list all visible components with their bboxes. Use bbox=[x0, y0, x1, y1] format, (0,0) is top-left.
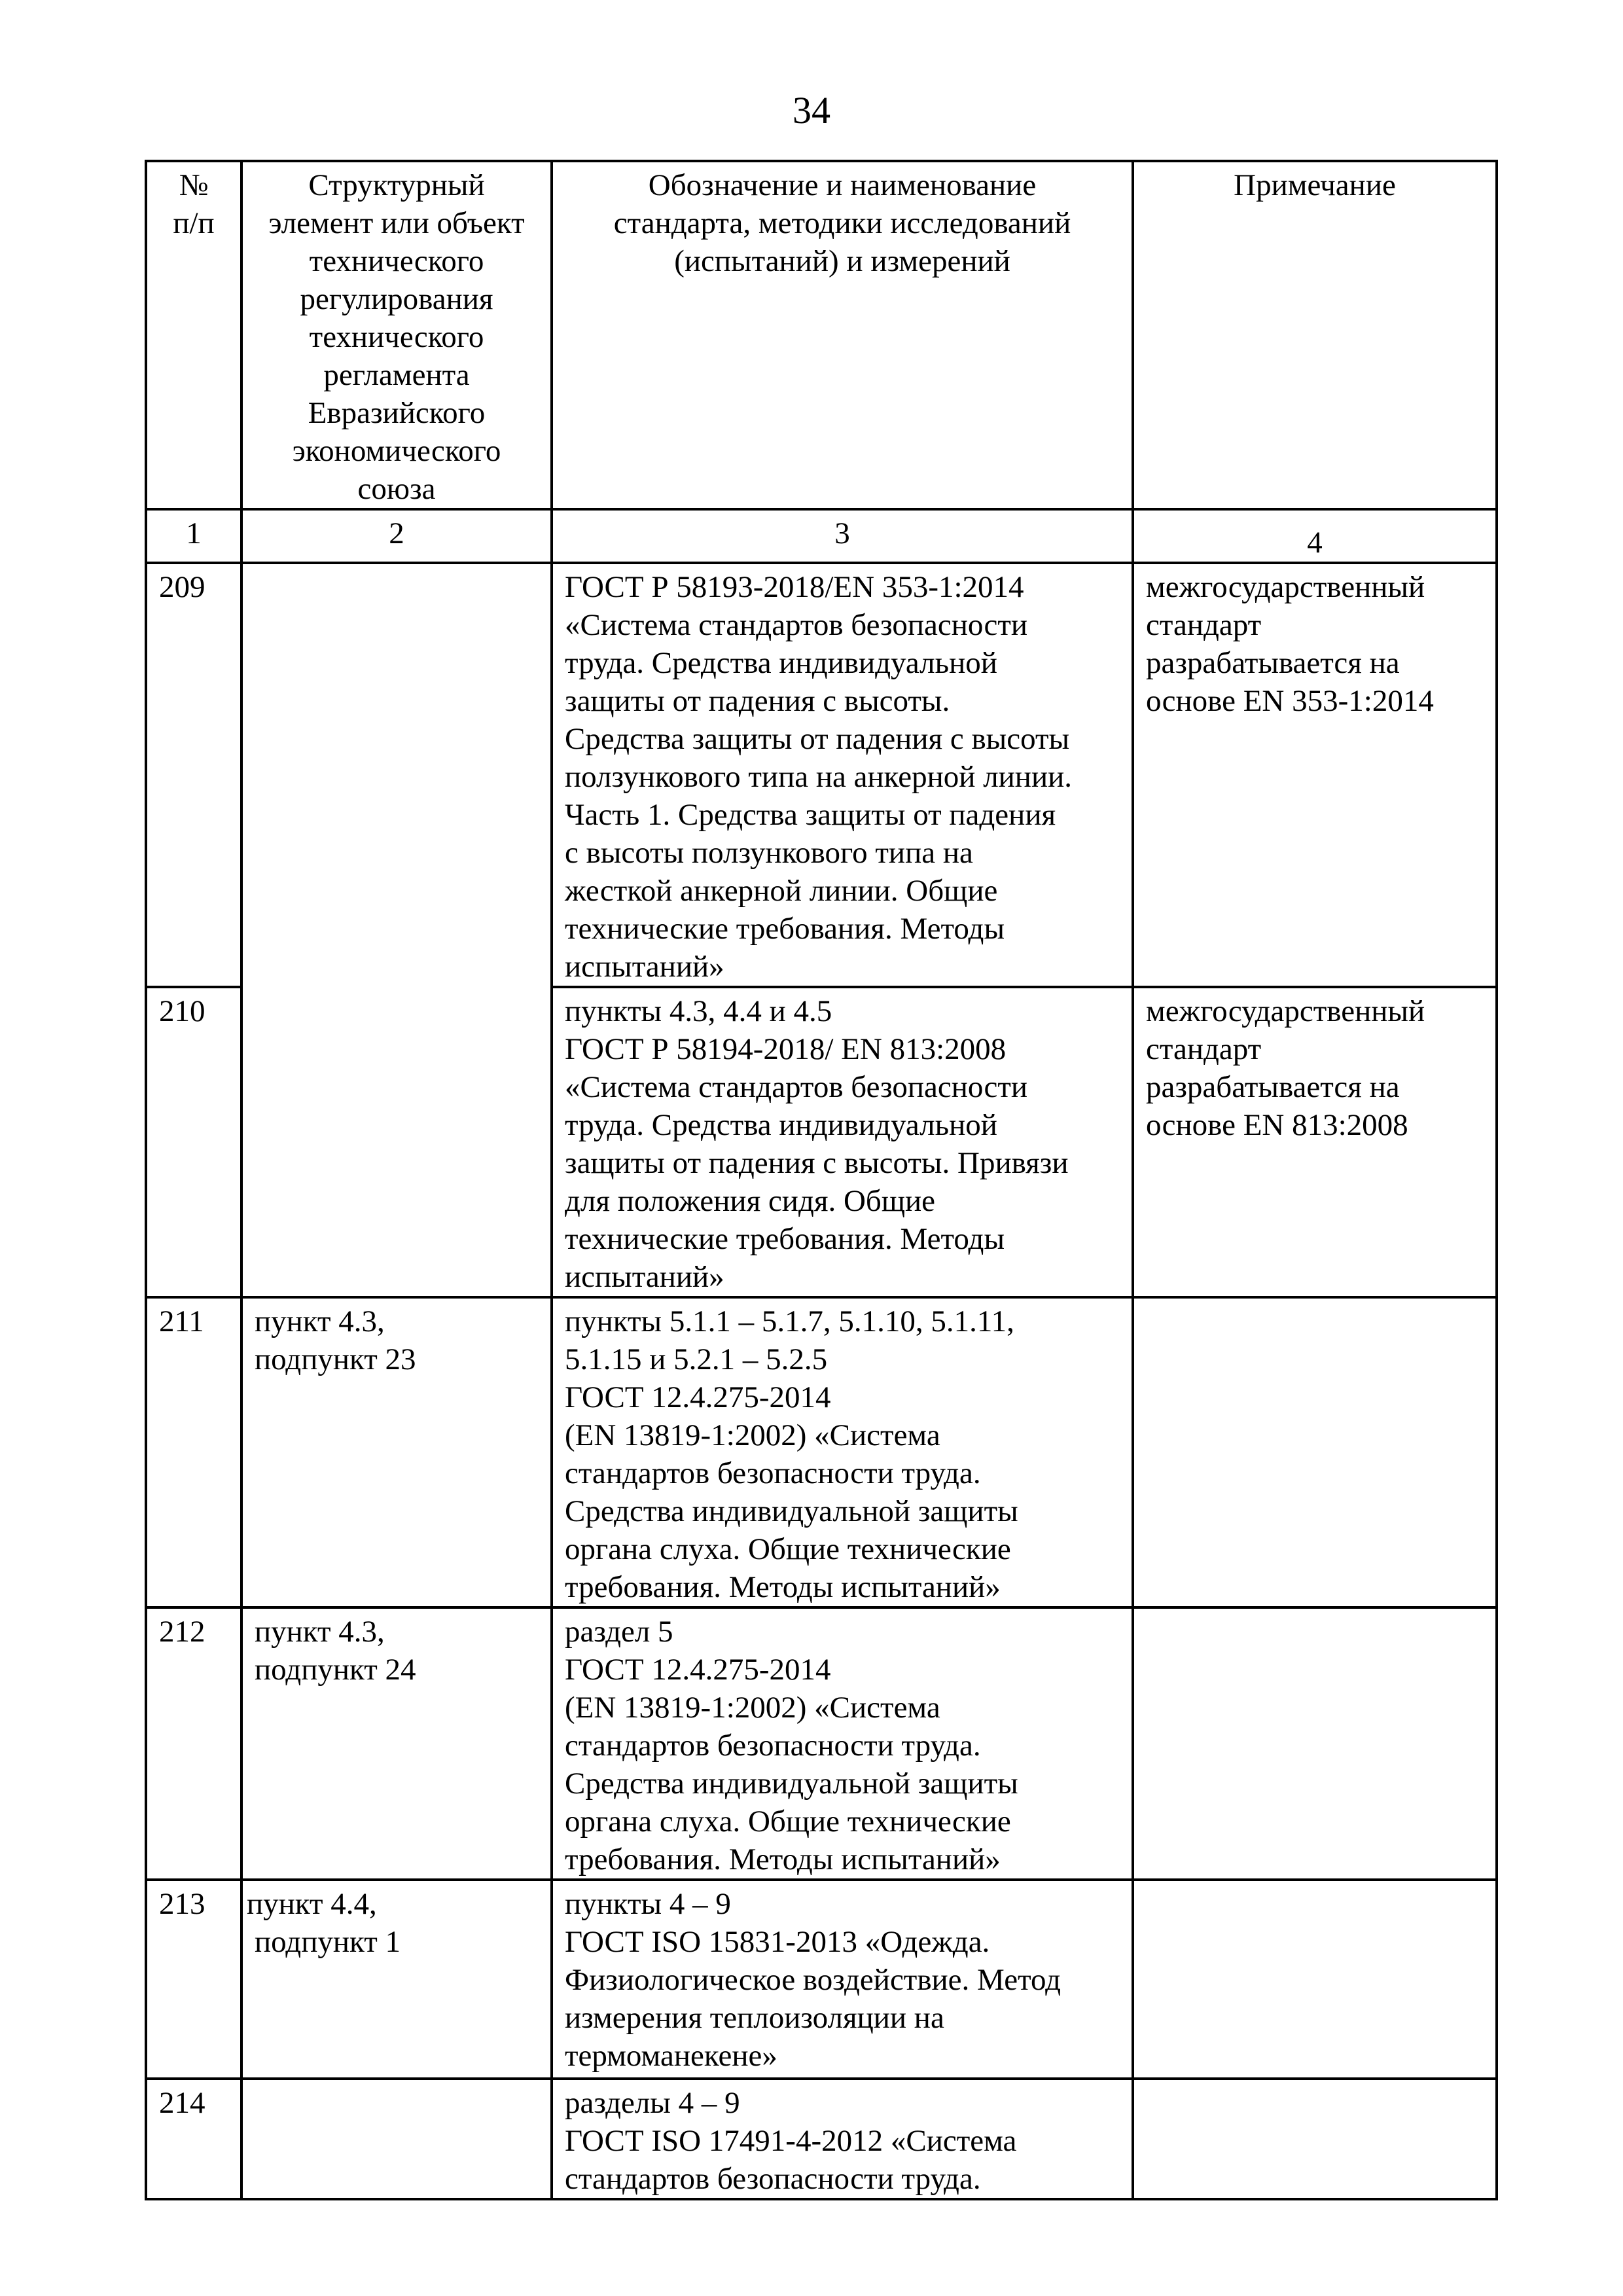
structural-element-cell bbox=[241, 2079, 552, 2199]
standard-text: Средства индивидуальной защиты bbox=[565, 1494, 1018, 1528]
structural-element-cell bbox=[241, 1880, 552, 2079]
header-text: № bbox=[179, 168, 209, 202]
header-text: союза bbox=[357, 472, 436, 506]
standard-text: с высоты ползункового типа на bbox=[565, 836, 973, 870]
header-col-number bbox=[146, 161, 241, 509]
header-col-standard bbox=[552, 161, 1133, 509]
row-number: 211 bbox=[146, 1297, 241, 1607]
standard-text: пункты 4 – 9 bbox=[565, 1887, 731, 1921]
element-text: пункт 4.4, bbox=[247, 1887, 377, 1921]
standard-text: защиты от падения с высоты. bbox=[565, 684, 950, 718]
note-text: основе EN 813:2008 bbox=[1146, 1108, 1408, 1142]
standard-text: ползункового типа на анкерной линии. bbox=[565, 760, 1073, 794]
standard-text: жесткой анкерной линии. Общие bbox=[565, 874, 998, 908]
note-text: межгосударственный bbox=[1146, 570, 1425, 604]
note-text: стандарт bbox=[1146, 608, 1262, 642]
row-number: 212 bbox=[146, 1607, 241, 1880]
note-text: разрабатывается на bbox=[1146, 1070, 1400, 1104]
note-text: разрабатывается на bbox=[1146, 646, 1400, 680]
standard-text: разделы 4 – 9 bbox=[565, 2086, 740, 2120]
element-text: подпункт 1 bbox=[255, 1925, 401, 1959]
standard-text: стандартов безопасности труда. bbox=[565, 2162, 981, 2196]
header-text: регулирования bbox=[300, 282, 493, 316]
table-row bbox=[146, 563, 1497, 987]
header-text: Примечание bbox=[1234, 168, 1396, 202]
column-number: 3 bbox=[552, 509, 1133, 563]
column-number-row bbox=[146, 509, 1497, 563]
header-text: Евразийского bbox=[308, 396, 486, 430]
standard-cell bbox=[552, 1297, 1133, 1607]
standard-text: стандартов безопасности труда. bbox=[565, 1456, 981, 1490]
standard-cell bbox=[552, 987, 1133, 1297]
table-row bbox=[146, 1880, 1497, 2079]
header-text: элемент или объект bbox=[268, 206, 525, 240]
standard-text: 5.1.15 и 5.2.1 – 5.2.5 bbox=[565, 1342, 828, 1376]
standard-text: пункты 5.1.1 – 5.1.7, 5.1.10, 5.1.11, bbox=[565, 1304, 1014, 1338]
element-text: пункт 4.3, bbox=[255, 1304, 385, 1338]
note-cell bbox=[1133, 1607, 1497, 1880]
header-text: стандарта, методики исследований bbox=[613, 206, 1071, 240]
header-text: технического bbox=[309, 320, 484, 354]
row-number: 214 bbox=[146, 2079, 241, 2199]
standard-text: стандартов безопасности труда. bbox=[565, 1729, 981, 1763]
standard-text: труда. Средства индивидуальной bbox=[565, 1108, 997, 1142]
standard-text: термоманекене» bbox=[565, 2039, 777, 2073]
table-header-row bbox=[146, 161, 1497, 509]
standard-text: Часть 1. Средства защиты от падения bbox=[565, 798, 1056, 832]
note-cell bbox=[1133, 987, 1497, 1297]
structural-element-cell bbox=[241, 563, 552, 1297]
note-cell bbox=[1133, 563, 1497, 987]
standard-text: ГОСТ Р 58193-2018/EN 353-1:2014 bbox=[565, 570, 1024, 604]
structural-element-cell bbox=[241, 1297, 552, 1607]
header-text: п/п bbox=[173, 206, 215, 240]
header-text: Обозначение и наименование bbox=[648, 168, 1037, 202]
header-text: экономического bbox=[292, 434, 501, 468]
standard-text: измерения теплоизоляции на bbox=[565, 2001, 944, 2035]
header-text: (испытаний) и измерений bbox=[674, 244, 1010, 278]
standard-text: Средства защиты от падения с высоты bbox=[565, 722, 1070, 756]
standard-cell bbox=[552, 563, 1133, 987]
standard-text: технические требования. Методы bbox=[565, 1222, 1005, 1256]
standard-text: ГОСТ ISO 17491-4-2012 «Система bbox=[565, 2124, 1017, 2158]
standard-text: органа слуха. Общие технические bbox=[565, 1532, 1011, 1566]
header-text: технического bbox=[309, 244, 484, 278]
table-row bbox=[146, 2079, 1497, 2199]
row-number: 209 bbox=[146, 563, 241, 987]
row-number: 213 bbox=[146, 1880, 241, 2079]
standard-text: требования. Методы испытаний» bbox=[565, 1570, 1001, 1604]
standard-text: раздел 5 bbox=[565, 1615, 673, 1649]
standard-text: ГОСТ ISO 15831-2013 «Одежда. bbox=[565, 1925, 990, 1959]
standard-text: Физиологическое воздействие. Метод bbox=[565, 1963, 1061, 1997]
header-text: регламента bbox=[323, 358, 470, 392]
note-cell bbox=[1133, 1297, 1497, 1607]
standard-text: испытаний» bbox=[565, 950, 724, 984]
header-col-note bbox=[1133, 161, 1497, 509]
element-text: подпункт 24 bbox=[255, 1653, 416, 1687]
element-text: подпункт 23 bbox=[255, 1342, 416, 1376]
note-cell bbox=[1133, 1880, 1497, 2079]
standard-text: труда. Средства индивидуальной bbox=[565, 646, 997, 680]
standard-text: требования. Методы испытаний» bbox=[565, 1842, 1001, 1876]
standard-text: «Система стандартов безопасности bbox=[565, 608, 1028, 642]
row-number: 210 bbox=[146, 987, 241, 1297]
standard-text: для положения сидя. Общие bbox=[565, 1184, 936, 1218]
structural-element-cell bbox=[241, 1607, 552, 1880]
element-text: пункт 4.3, bbox=[255, 1615, 385, 1649]
standard-text: ГОСТ 12.4.275-2014 bbox=[565, 1380, 831, 1414]
table-row bbox=[146, 1297, 1497, 1607]
note-cell bbox=[1133, 2079, 1497, 2199]
header-col-element bbox=[241, 161, 552, 509]
standard-text: ГОСТ 12.4.275-2014 bbox=[565, 1653, 831, 1687]
table-row bbox=[146, 1607, 1497, 1880]
standard-cell bbox=[552, 2079, 1133, 2199]
standard-text: пункты 4.3, 4.4 и 4.5 bbox=[565, 994, 832, 1028]
page-number: 34 bbox=[793, 89, 830, 132]
column-number: 1 bbox=[146, 509, 241, 563]
standard-text: технические требования. Методы bbox=[565, 912, 1005, 946]
column-number: 4 bbox=[1133, 509, 1497, 563]
header-text: Структурный bbox=[308, 168, 485, 202]
note-text: основе EN 353-1:2014 bbox=[1146, 684, 1434, 718]
standard-cell bbox=[552, 1880, 1133, 2079]
note-text: межгосударственный bbox=[1146, 994, 1425, 1028]
standard-text: «Система стандартов безопасности bbox=[565, 1070, 1028, 1104]
column-number: 2 bbox=[241, 509, 552, 563]
standard-text: Средства индивидуальной защиты bbox=[565, 1767, 1018, 1801]
note-text: стандарт bbox=[1146, 1032, 1262, 1066]
standard-text: испытаний» bbox=[565, 1260, 724, 1294]
standard-text: (EN 13819-1:2002) «Система bbox=[565, 1691, 940, 1725]
standard-text: (EN 13819-1:2002) «Система bbox=[565, 1418, 940, 1452]
standard-text: защиты от падения с высоты. Привязи bbox=[565, 1146, 1069, 1180]
standard-text: органа слуха. Общие технические bbox=[565, 1804, 1011, 1839]
standard-text: ГОСТ Р 58194-2018/ EN 813:2008 bbox=[565, 1032, 1007, 1066]
standard-cell bbox=[552, 1607, 1133, 1880]
standards-table bbox=[145, 160, 1498, 2200]
